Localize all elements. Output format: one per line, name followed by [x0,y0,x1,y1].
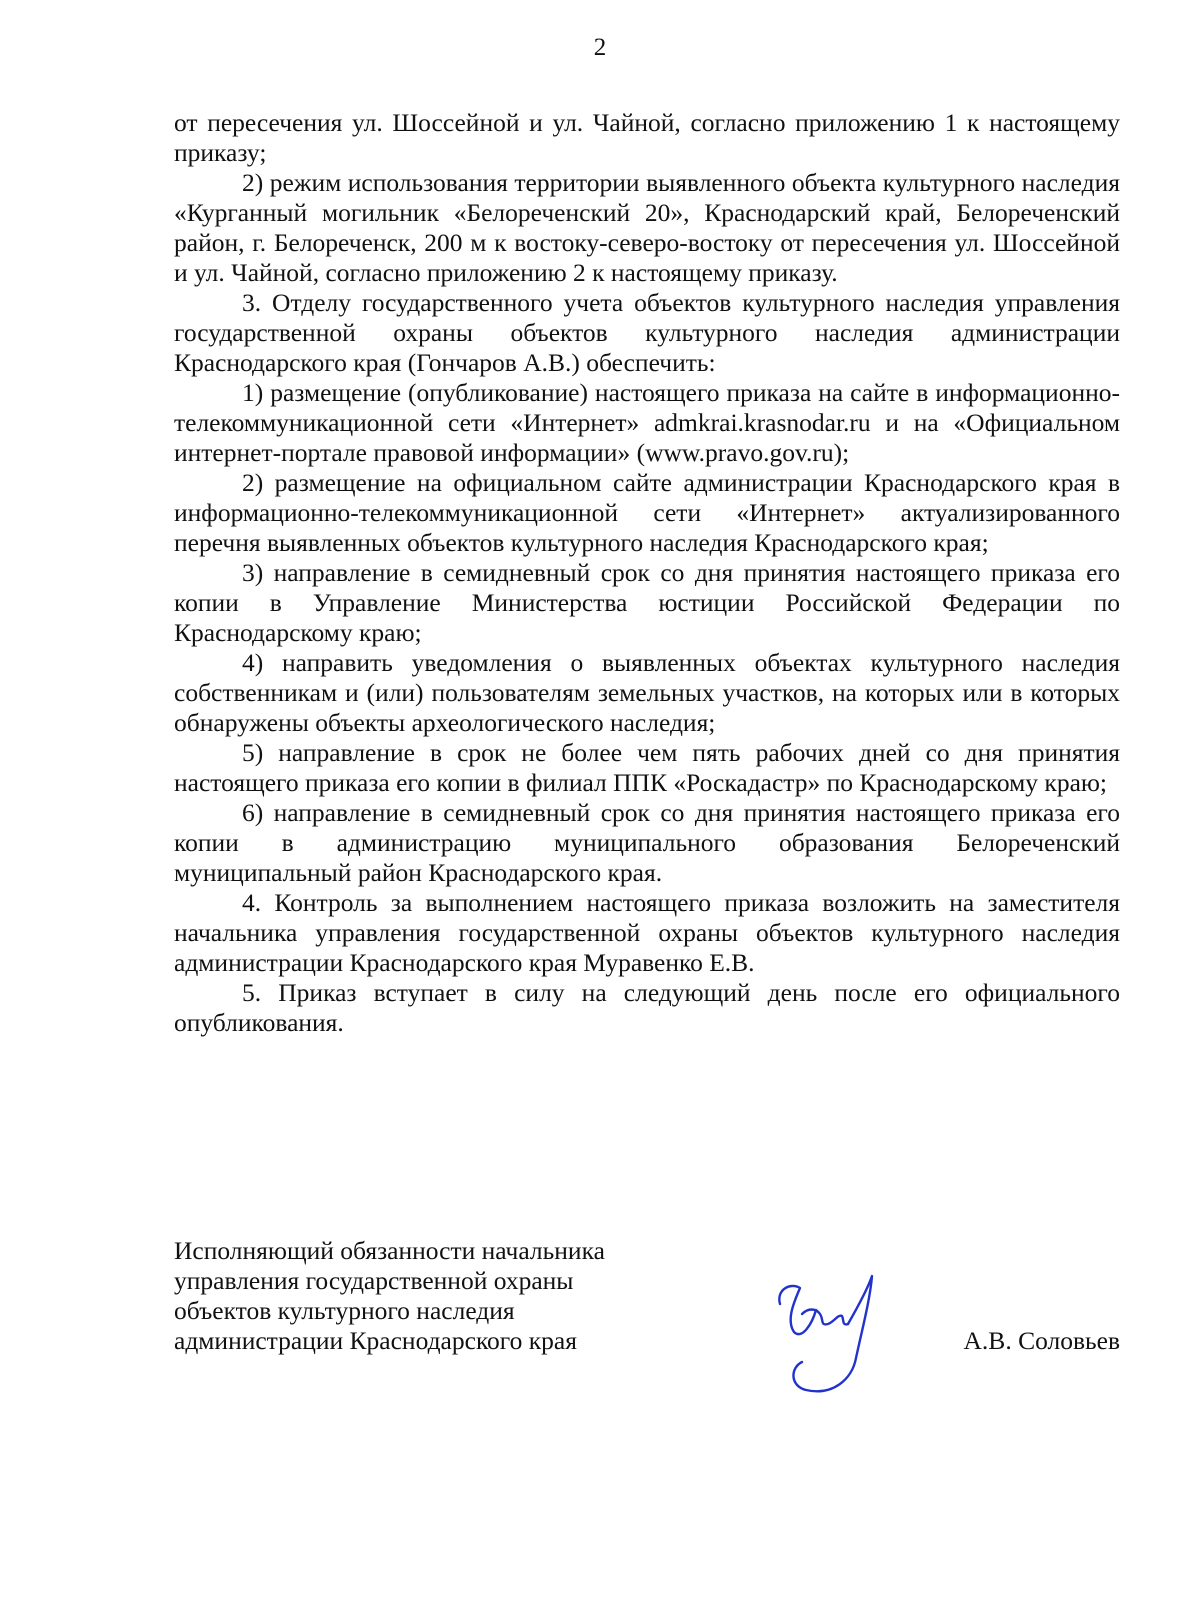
signer-name: А.В. Соловьев [963,1326,1120,1355]
paragraph-5: 2) размещение на официальном сайте администрации Краснодарского края в информационно-телекоммуникационной сети «Интернет» актуализированного перечня выявленных объектов культурного наследия Краснодарского края; [174,468,1120,557]
position-line-4: администрации Краснодарского края [174,1326,577,1355]
position-line-2: управления государственной охраны [174,1266,574,1295]
signature-stroke-2 [802,1310,848,1325]
position-line-1: Исполняющий обязанности начальника [174,1236,605,1265]
signature-stroke-3 [793,1276,872,1391]
handwritten-signature [772,1270,892,1410]
paragraph-10: 4. Контроль за выполнением настоящего приказа возложить на заместителя начальника управления государственной охраны объектов культурного наследия администрации Краснодарского края Муравенко Е.В. [174,888,1120,977]
paragraph-11: 5. Приказ вступает в силу на следующий день после его официального опубликования. [174,978,1120,1037]
paragraph-6: 3) направление в семидневный срок со дня принятия настоящего приказа его копии в Управление Министерства юстиции Российской Федерации по Краснодарскому краю; [174,558,1120,647]
paragraph-4: 1) размещение (опубликование) настоящего приказа на сайте в информационно-телекоммуникационной сети «Интернет» admkrai.krasnodar.ru и на «Официальном интернет-портале правовой информации» (www.pravo.gov.ru); [174,378,1120,467]
paragraph-3: 3. Отделу государственного учета объектов культурного наследия управления государственной охраны объектов культурного наследия администрации Краснодарского края (Гончаров А.В.) обеспечить: [174,288,1120,377]
paragraph-7: 4) направить уведомления о выявленных объектах культурного наследия собственникам и (или) пользователям земельных участков, на которых или в которых обнаружены объекты археологического наследия; [174,648,1120,737]
paragraph-8: 5) направление в срок не более чем пять рабочих дней со дня принятия настоящего приказа его копии в филиал ППК «Роскадастр» по Краснодарскому краю; [174,738,1120,797]
paragraph-2: 2) режим использования территории выявленного объекта культурного наследия «Курганный могильник «Белореченский 20», Краснодарский край, Белореченский район, г. Белореченск, 200 м к востоку-северо-востоку от пересечения ул. Шоссейной и ул. Чайной, согласно приложению 2 к настоящему приказу. [174,168,1120,287]
page-number: 2 [593,34,607,61]
paragraph-9: 6) направление в семидневный срок со дня принятия настоящего приказа его копии в администрацию муниципального образования Белореченский муниципальный район Краснодарского края. [174,798,1120,887]
position-line-3: объектов культурного наследия [174,1296,515,1325]
paragraph-1: от пересечения ул. Шоссейной и ул. Чайной, согласно приложению 1 к настоящему приказу; [174,108,1120,167]
document-body [174,108,1120,1038]
signatory-position [174,1236,605,1356]
